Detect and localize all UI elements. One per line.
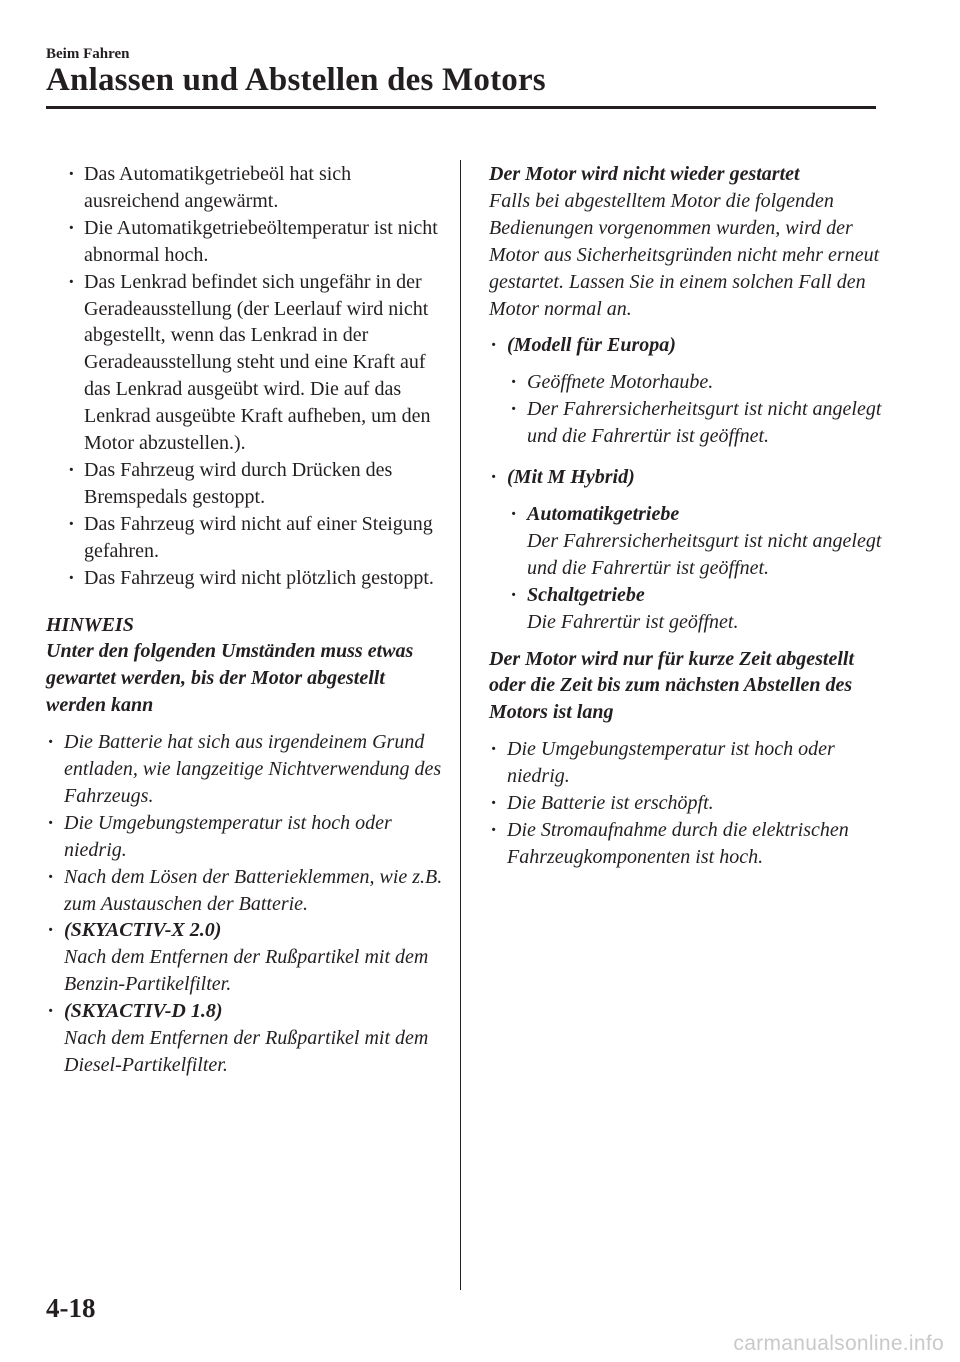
short-stop-list <box>489 736 889 871</box>
heading-short-stop: Der Motor wird nur für kurze Zeit abgestellt oder die Zeit bis zum nächsten Abstellen des Motors ist lang <box>489 647 855 724</box>
list-item: · Das Automatikgetriebeöl hat sich ausreichend angewärmt. <box>46 161 448 215</box>
hinweis-label: HINWEIS <box>46 613 134 636</box>
list-item <box>46 998 448 1079</box>
list-item <box>509 582 889 636</box>
section-label: Beim Fahren <box>46 46 130 62</box>
list-item: · Das Fahrzeug wird nicht auf einer Steigung gefahren. <box>46 511 448 565</box>
list-item: · Das Fahrzeug wird nicht plötzlich gestoppt. <box>46 565 448 592</box>
list-item: · Die Umgebungstemperatur ist hoch oder niedrig. <box>46 810 448 864</box>
list-item <box>46 917 448 998</box>
list-item: · Die Stromaufnahme durch die elektrischen Fahrzeugkomponenten ist hoch. <box>489 817 889 871</box>
intro-paragraph: Falls bei abgestelltem Motor die folgenden Bedienungen vorgenommen wurden, wird der Motor aus Sicherheitsgründen nicht mehr erneut gestartet. Lassen Sie in einem solchen Fall den Motor normal an. <box>489 189 880 320</box>
right-column <box>489 161 889 871</box>
list-item: · Das Lenkrad befindet sich ungefähr in der Geradeausstellung (der Leerlauf wird nicht abgestellt, wenn das Lenkrad in der Geradeausstellung steht und eine Kraft auf das Lenkrad ausgeübt wird. Die auf das Lenkrad ausgeübte Kraft aufheben, um den Motor abzustellen.). <box>46 269 448 457</box>
watermark: carmanualsonline.info <box>733 1332 944 1355</box>
column-divider <box>460 160 461 1290</box>
hinweis-heading: Unter den folgenden Umständen muss etwas gewartet werden, bis der Motor abgestellt werden kann <box>46 640 414 717</box>
europa-list <box>509 369 889 450</box>
left-column <box>46 161 448 1079</box>
hinweis-list <box>46 729 448 1079</box>
group-label-hybrid: · (Mit M Hybrid) <box>489 464 889 491</box>
item-heading: · (SKYACTIV-X 2.0) <box>64 919 222 942</box>
list-item: · Die Umgebungstemperatur ist hoch oder niedrig. <box>489 736 889 790</box>
item-heading: · Schaltgetriebe <box>527 583 645 606</box>
item-text: Nach dem Entfernen der Rußpartikel mit dem Benzin-Partikelfilter. <box>64 946 429 996</box>
list-item: · Geöffnete Motorhaube. <box>509 369 889 396</box>
item-text: Die Fahrertür ist geöffnet. <box>527 610 739 633</box>
list-item: · Der Fahrersicherheitsgurt ist nicht angelegt und die Fahrertür ist geöffnet. <box>509 396 889 450</box>
list-item: · Die Batterie ist erschöpft. <box>489 790 889 817</box>
item-heading: · (SKYACTIV-D 1.8) <box>64 1000 223 1023</box>
conditions-list <box>46 161 448 592</box>
item-heading: · Automatikgetriebe <box>527 502 680 525</box>
group-label-europa: · (Modell für Europa) <box>489 332 889 359</box>
list-item: · Nach dem Lösen der Batterieklemmen, wie z.B. zum Austauschen der Batterie. <box>46 864 448 918</box>
heading-no-restart: Der Motor wird nicht wieder gestartet <box>489 163 800 185</box>
hybrid-list <box>509 501 889 636</box>
list-item: · Die Automatikgetriebeöltemperatur ist nicht abnormal hoch. <box>46 215 448 269</box>
header-rule <box>46 106 876 109</box>
list-item <box>509 501 889 582</box>
page-title: Anlassen und Abstellen des Motors <box>46 62 546 98</box>
list-item: · Die Batterie hat sich aus irgendeinem Grund entladen, wie langzeitige Nichtverwendung des Fahrzeugs. <box>46 729 448 810</box>
item-text: Der Fahrersicherheitsgurt ist nicht angelegt und die Fahrertür ist geöffnet. <box>527 529 882 579</box>
item-text: Nach dem Entfernen der Rußpartikel mit dem Diesel-Partikelfilter. <box>64 1027 429 1076</box>
list-item: · Das Fahrzeug wird durch Drücken des Bremspedals gestoppt. <box>46 457 448 511</box>
page-number: 4-18 <box>46 1293 96 1323</box>
